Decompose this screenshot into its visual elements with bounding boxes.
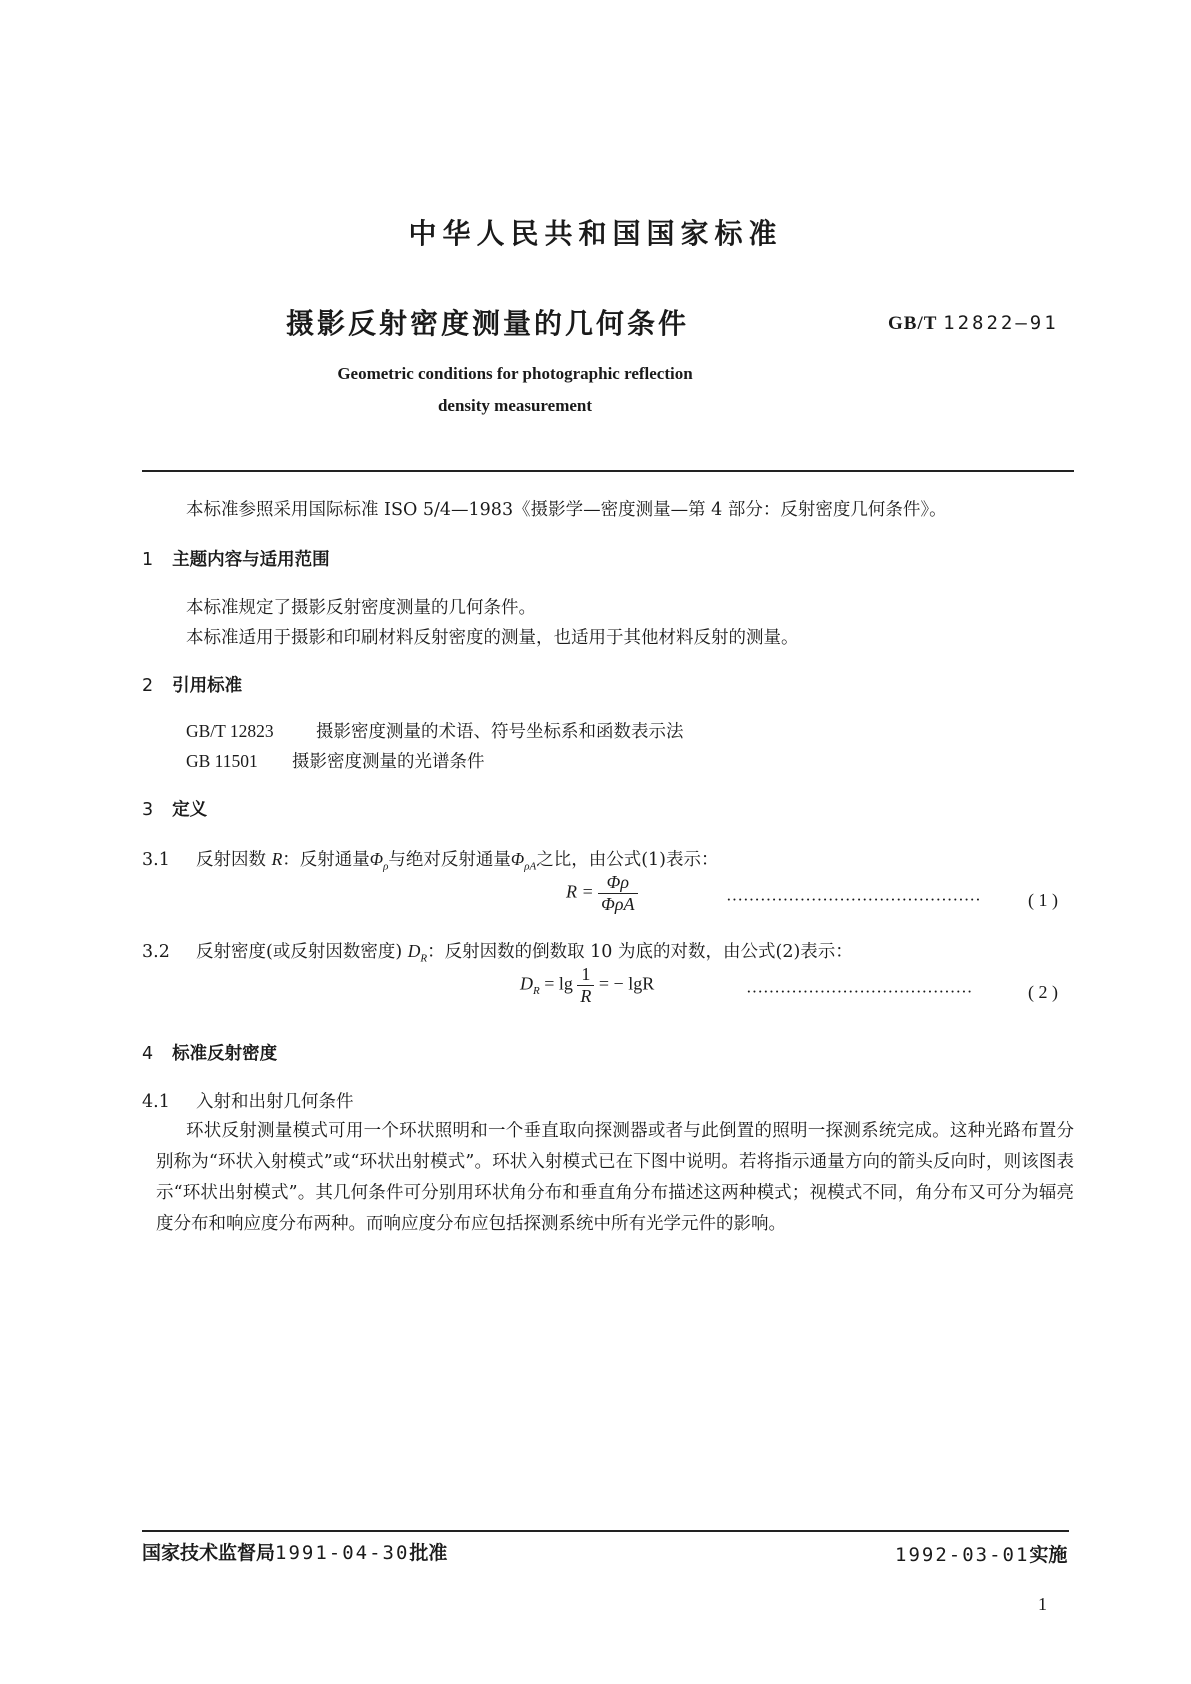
definition-text: 之比，由公式(1)表示：: [536, 850, 719, 870]
document-title-cn: 摄影反射密度测量的几何条件: [286, 307, 690, 340]
formula-rhs: = − lgR: [598, 973, 655, 994]
symbol-phi: Φ: [510, 849, 525, 869]
definition-number: 3.1: [142, 850, 170, 870]
formula-fraction: [577, 964, 594, 1007]
document-title-en-line1: Geometric conditions for photographic reflection: [337, 364, 693, 383]
definition-3-1: [142, 846, 719, 873]
standard-code: [888, 312, 1059, 335]
subsection-number: 4.1: [142, 1092, 170, 1112]
section-number: 1: [142, 550, 154, 570]
section-number: 4: [142, 1044, 154, 1064]
symbol-subscript: R: [420, 952, 428, 965]
approval-word: 批准: [409, 1542, 448, 1564]
formula-2-leader-dots: ········································: [746, 982, 973, 1001]
symbol-r: R: [271, 849, 283, 869]
subsection-title: 入射和出射几何条件: [196, 1092, 354, 1112]
section-title: 主题内容与适用范围: [172, 550, 330, 570]
section-2-heading: [142, 672, 242, 697]
national-standard-heading: 中华人民共和国国家标准: [408, 217, 783, 250]
symbol-subscript: ρA: [524, 860, 537, 873]
formula-1-leader-dots: ·············································: [726, 890, 981, 909]
reference-2: [186, 748, 485, 773]
section-1-heading: [142, 546, 330, 571]
approval-organization: 国家技术监督局: [142, 1542, 276, 1564]
subsection-4-1-paragraph: 环状反射测量模式可用一个环状照明和一个垂直取向探测器或者与此倒置的照明一探测系统完成。这种光路布置分别称为“环状入射模式”或“环状出射模式”。环状入射模式已在下图中说明。若将指示通量方向的箭头反向时，则该图表示“环状出射模式”。其几何条件可分别用环状角分布和垂直角分布描述这两种模式；视模式不同，角分布又可分为辐亮度分布和响应度分布两种。而响应度分布应包括探测系统中所有光学元件的影响。: [156, 1121, 1074, 1234]
footer-divider: [142, 1530, 1069, 1532]
formula-1: [566, 872, 638, 915]
reference-title: 摄影密度测量的术语、符号坐标系和函数表示法: [316, 722, 684, 742]
definition-text: ：反射因数的倒数取 10 为底的对数，由公式(2)表示：: [427, 942, 853, 962]
definition-3-2: [142, 938, 853, 965]
fraction-denominator: R: [580, 986, 592, 1006]
definition-term: 反射因数: [196, 850, 266, 870]
section-3-heading: [142, 796, 207, 821]
section-title: 定义: [172, 800, 208, 820]
standard-code-prefix: GB/T: [888, 313, 938, 334]
section-title: 标准反射密度: [172, 1044, 278, 1064]
implementation-word: 实施: [1029, 1544, 1068, 1566]
section-4-heading: [142, 1040, 277, 1065]
section-number: 2: [142, 676, 154, 696]
section-number: 3: [142, 800, 154, 820]
document-title-en-line2: density measurement: [437, 396, 593, 415]
reference-1: [186, 718, 684, 743]
formula-lhs: D: [520, 973, 533, 994]
definition-text: ：反射通量: [282, 850, 370, 870]
symbol-subscript: ρ: [383, 860, 389, 873]
reference-code: GB 11501: [186, 751, 258, 771]
definition-text: 与绝对反射通量: [388, 850, 511, 870]
fraction-numerator: Φρ: [598, 872, 637, 894]
formula-1-label: ( 1 ): [1028, 890, 1058, 910]
formula-lhs: R =: [566, 881, 594, 902]
fraction-denominator: ΦρA: [601, 894, 635, 914]
section-1-paragraph-1: 本标准规定了摄影反射密度测量的几何条件。: [186, 598, 536, 618]
formula-2-label: ( 2 ): [1028, 982, 1058, 1002]
definition-number: 3.2: [142, 942, 170, 962]
implementation-date: 1992-03-01: [895, 1544, 1030, 1566]
subsection-4-1-heading: [142, 1088, 354, 1113]
section-title: 引用标准: [172, 676, 243, 696]
header-divider: [142, 470, 1074, 472]
approval-date: 1991-04-30: [275, 1542, 410, 1564]
symbol-d: D: [407, 941, 421, 961]
fraction-numerator: 1: [577, 964, 594, 986]
reference-code: GB/T 12823: [186, 721, 274, 741]
approval-line: [142, 1538, 447, 1565]
intro-paragraph: 本标准参照采用国际标准 ISO 5/4—1983《摄影学—密度测量—第 4 部分：反射密度几何条件》。: [186, 500, 947, 520]
symbol-phi: Φ: [369, 849, 384, 869]
definition-term: 反射密度(或反射因数密度): [196, 942, 403, 962]
formula-2: [520, 964, 654, 1007]
reference-title: 摄影密度测量的光谱条件: [292, 752, 485, 772]
page-number: 1: [1038, 1594, 1047, 1614]
standard-code-number: 12822—91: [943, 312, 1059, 334]
formula-operator: = lg: [544, 973, 573, 994]
implementation-line: [895, 1540, 1067, 1567]
symbol-subscript: R: [533, 985, 540, 998]
formula-fraction: [598, 872, 637, 915]
section-1-paragraph-2: 本标准适用于摄影和印刷材料反射密度的测量，也适用于其他材料反射的测量。: [186, 628, 799, 648]
